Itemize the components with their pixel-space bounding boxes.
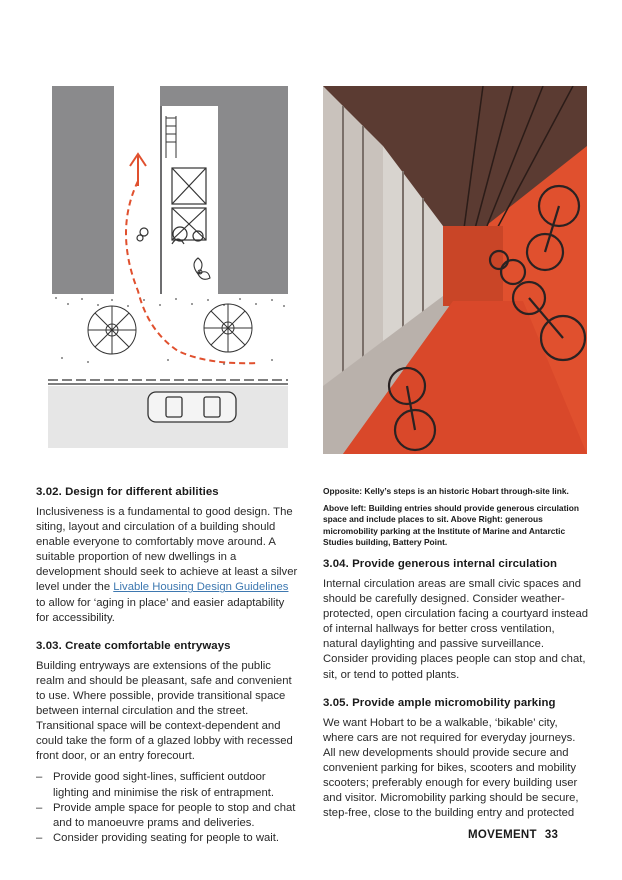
top-building-wall	[160, 86, 288, 106]
heading-3-02: 3.02. Design for different abilities	[36, 486, 219, 498]
bike-parking-icon	[137, 227, 203, 244]
car-icon	[148, 392, 236, 422]
entryway-diagram	[48, 86, 288, 448]
kerb-line	[48, 380, 288, 384]
tree-icon	[204, 304, 252, 352]
paving-texture	[55, 297, 285, 365]
stair-icon	[166, 116, 176, 158]
heading-3-03: 3.03. Create comfortable entryways	[36, 639, 231, 652]
paragraph-3-04: Internal circulation areas are small civic spaces and should be carefully designed. Consider weather-protected, open circulation facing a courtyard instead of internal hallways for better cross ventilation, natural daylighting and passive surveillance. Consider providing places people can stop and chat, sit, or tend to potted plants.	[323, 578, 589, 681]
paragraph-3-03: Building entryways are extensions of the public realm and should be pleasant, safe and convenient to use. Where possible, provide transitional space between internal circulation and the street. Transitional space will be context-dependent and could take the form of a glazed lobby with recessed front door, or an entry forecourt.	[36, 659, 293, 763]
caption-opposite: Opposite: Kelly’s steps is an historic Hobart through-site link.	[323, 486, 569, 496]
paragraph-3-02-text: Inclusiveness is a fundamental to good design. The siting, layout and circulation of a building should enable everyone to comfortably move around. A suitable proportion of new dwellings in a development should seek to achieve at least a silver level under the	[36, 506, 298, 594]
list-item: – Provide ample space for people to stop and chat and to manoeuvre prams and deliveries.	[36, 801, 298, 831]
list-item: – Provide good sight-lines, sufficient outdoor lighting and minimise the risk of entrapment.	[36, 770, 298, 800]
heading-3-04: 3.04. Provide generous internal circulation	[323, 558, 558, 571]
caption-above: Above left: Building entries should provide generous circulation space and include places to sit. Above Right: generous micromobility parking at the Institute of Marine and Antarctic Studies building, Battery Point.	[323, 503, 579, 547]
right-column	[323, 486, 589, 821]
heading-3-05: 3.05. Provide ample micromobility parking	[323, 696, 556, 709]
entryway-bullet-list	[36, 770, 298, 845]
left-building-wall	[52, 86, 114, 294]
paragraph-3-02	[36, 505, 298, 626]
bike-parking-photo-svg	[323, 86, 587, 454]
right-building-wall	[218, 106, 288, 294]
livable-housing-guidelines-link[interactable]: Livable Housing Design Guidelines	[113, 581, 289, 594]
paragraph-3-02-text-end: to allow for ‘aging in place’ and easier adaptability for accessibility.	[36, 596, 285, 624]
list-item: – Consider providing seating for people to wait.	[36, 831, 298, 846]
page-footer	[468, 829, 558, 841]
page-number: 33	[544, 829, 559, 841]
section-name: MOVEMENT	[468, 829, 537, 841]
left-column	[36, 486, 298, 846]
lift-icon	[172, 168, 206, 240]
bike-parking-photo	[323, 86, 587, 454]
entryway-diagram-svg	[48, 86, 288, 448]
plant-icon	[194, 258, 210, 279]
paragraph-3-05: We want Hobart to be a walkable, ‘bikable’ city, where cars are not required for everyday journeys. All new developments should provide secure and convenient parking for bikes, scooters and mobility scooters; preferably enough for every building user and visitor. Micromobility parking should be secure, step-free, close to the building entry and protected	[323, 716, 579, 820]
tree-icon	[88, 306, 136, 354]
